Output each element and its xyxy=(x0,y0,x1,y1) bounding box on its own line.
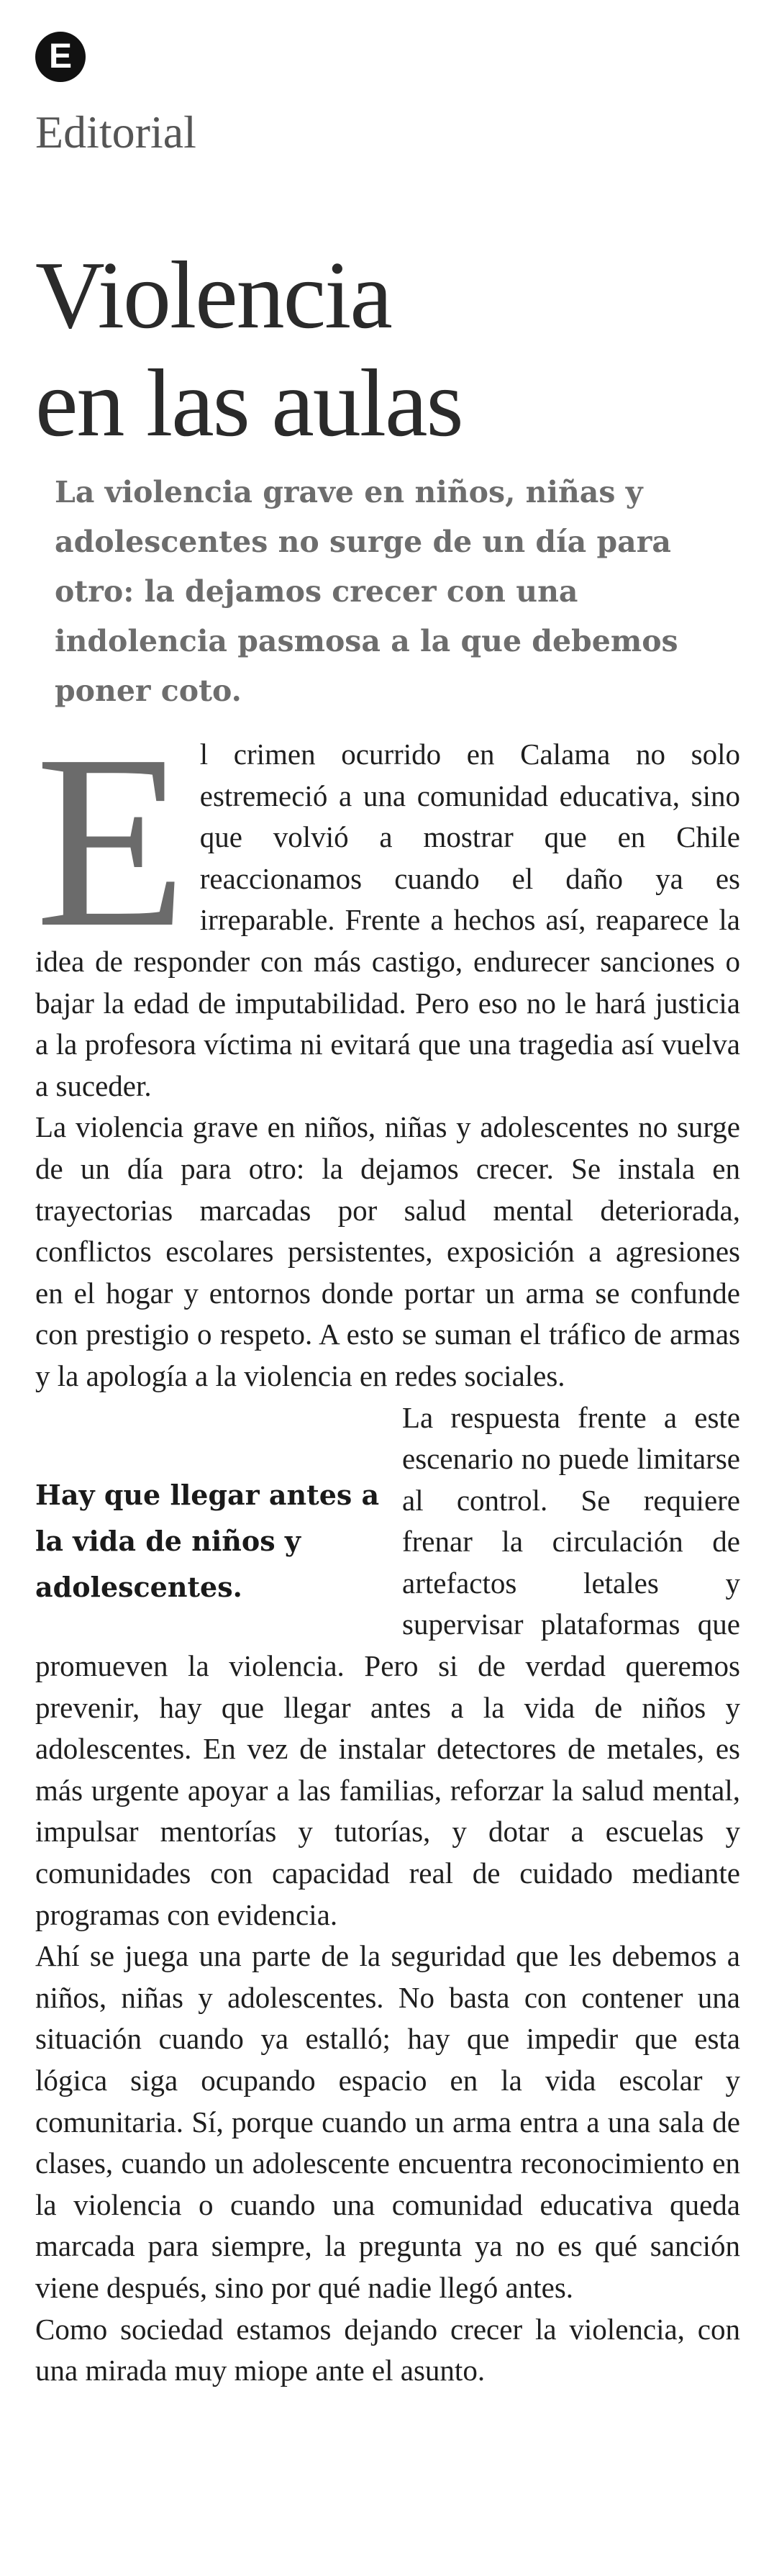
headline xyxy=(35,241,463,457)
headline-line-2: en las aulas xyxy=(35,350,463,456)
drop-cap: E xyxy=(35,704,187,979)
paragraph-4: Ahí se juega una parte de la seguridad que les debemos a niños, niñas y adolescentes. No basta con contener una situación cuando ya estalló; hay que impedir que esta lógica siga ocupando espacio en la vida escolar y comunitaria. Sí, porque cuando un arma entra a una sala de clases, cuando un adolescente encuentra reconocimiento en la violencia o cuando una comunidad educativa queda marcada para siempre, la pregunta ya no es qué sanción viene después, sino por qué nadie llegó antes. xyxy=(35,1939,740,2304)
paragraph-5: Como sociedad estamos dejando crecer la violencia, con una mirada muy miope ante el asunto. xyxy=(35,2312,740,2387)
paragraph-3-text: La respuesta frente a este escenario no puede limitarse al control. Se requiere frenar la circulación de artefactos letales y supervisar plataformas que promueven la violencia. Pero si de verdad queremos prevenir, hay que llegar antes a la vida de niños y adolescentes. En vez de instalar detectores de metales, es más urgente apoyar a las familias, reforzar la salud mental, impulsar mentorías y tutorías, y dotar a escuelas y comunidades con capacidad real de cuidado mediante programas con evidencia. xyxy=(35,1400,740,1931)
headline-line-1: Violencia xyxy=(35,242,391,348)
paragraph-1-text: l crimen ocurrido en Calama no solo estremeció a una comunidad educativa, sino que volvió a mostrar que en Chile reaccionamos cuando el daño ya es irreparable. Frente a hechos así, reaparece la idea de responder con más castigo, endurecer sanciones o bajar la edad de imputabilidad. Pero eso no le hará justicia a la profesora víctima ni evitará que una tragedia así vuelva a suceder. xyxy=(35,738,740,1102)
section-label: Editorial xyxy=(35,106,196,158)
section-logo: E xyxy=(35,32,86,82)
pull-quote: Hay que llegar antes a la vida de niños y adolescentes. xyxy=(35,1478,380,1603)
paragraph-3 xyxy=(35,1397,740,1936)
article-body xyxy=(35,704,740,2392)
paragraph-1 xyxy=(35,704,740,1107)
dek: La violencia grave en niños, niñas y adolescentes no surge de un día para otro: la dejamos crecer con una indolencia pasmosa a la que debemos poner coto. xyxy=(55,475,678,708)
paragraph-2: La violencia grave en niños, niñas y adolescentes no surge de un día para otro: la dejamos crecer. Se instala en trayectorias marcadas por salud mental deteriorada, conflictos escolares persistentes, exposición a agresiones en el hogar y entornos donde portar un arma se confunde con prestigio o respeto. A esto se suman el tráfico de armas y la apología a la violencia en redes sociales. xyxy=(35,1110,740,1392)
